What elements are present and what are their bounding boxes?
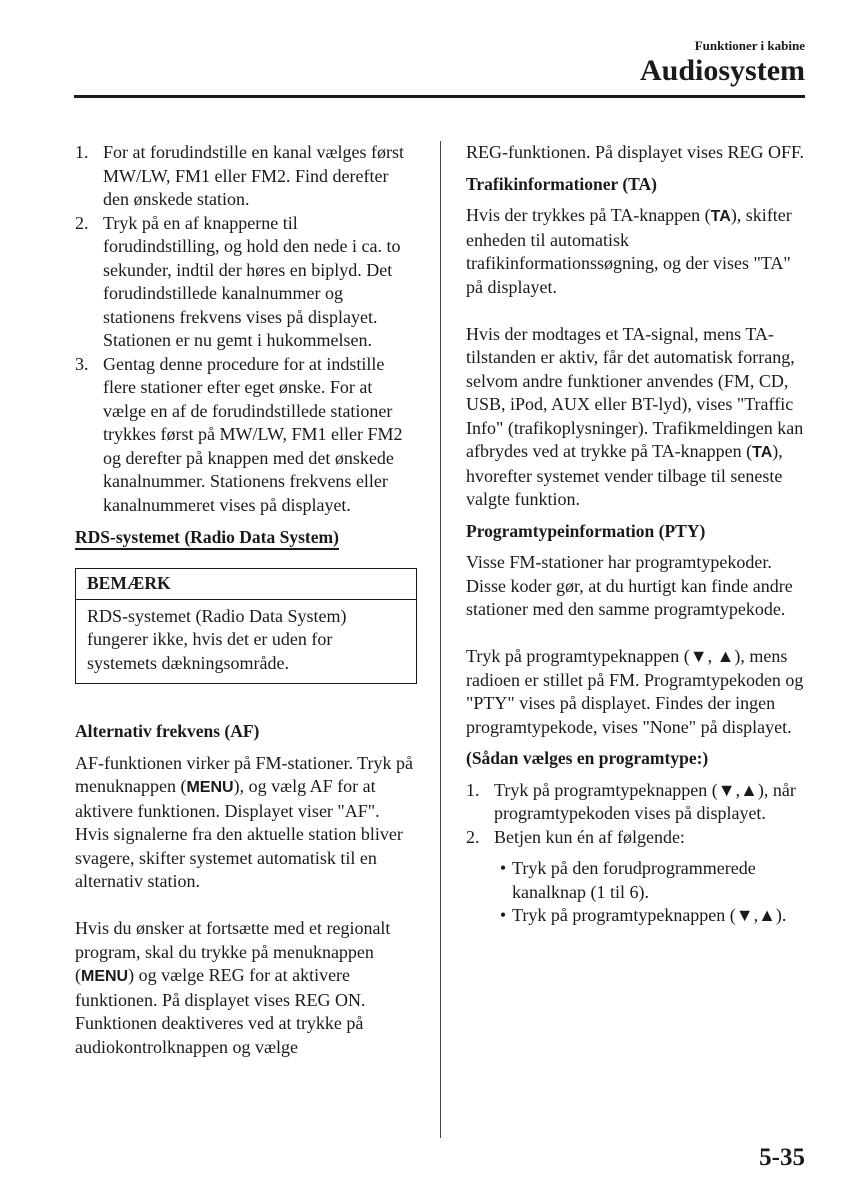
- step-number: 2.: [466, 826, 480, 847]
- step-text: Betjen kun én af følgende:: [494, 826, 685, 847]
- pty-heading: Programtypeinformation (PTY): [466, 520, 706, 541]
- ta-key-label: TA: [710, 208, 731, 225]
- step-number: 3.: [75, 353, 89, 374]
- list-item: [75, 141, 417, 212]
- af-paragraph-1: AF-funktionen virker på FM-stationer. Tryk på menuknappen (MENU), og vælg AF for at aktivere funktionen. Displayet viser "AF". Hvis signalerne fra den aktuelle station bliver svagere, skifter systemet automatisk til en alternativ station.: [75, 752, 413, 891]
- step-number: 1.: [75, 142, 89, 162]
- step-text: Tryk på en af knapperne til forudindstilling, og hold den nede i ca. to sekunder, indtil der høres en biplyd. Det forudindstillede kanalnummer og stationens frekvens vises på displayet. Stationen er nu gemt i hukommelsen.: [103, 212, 401, 350]
- bullet-icon: •: [499, 858, 507, 878]
- list-item: [466, 826, 806, 850]
- step-text: For at forudindstille en kanal vælges først MW/LW, FM1 eller FM2. Find derefter den ønskede station.: [103, 142, 404, 209]
- step-number: 2.: [75, 212, 89, 233]
- list-item: [494, 857, 806, 904]
- select-pty-heading: (Sådan vælges en programtype:): [466, 748, 709, 768]
- bullet-text: Tryk på den forudprogrammerede kanalknap (1 til 6).: [512, 858, 756, 902]
- ta-key-label: TA: [752, 444, 773, 461]
- right-column: [466, 141, 806, 928]
- note-title: BEMÆRK: [76, 569, 416, 600]
- bullet-icon: •: [499, 905, 507, 925]
- ta-paragraph-2: Hvis der modtages et TA-signal, mens TA-tilstanden er aktiv, får det automatisk forrang, selvom andre funktioner anvendes (FM, CD, USB, iPod, AUX eller BT-lyd), vises "Traffic Info" (trafikoplysninger). Trafikmeldingen kan afbrydes ved at trykke på TA-knappen (TA), hvorefter systemet vender tilbage til seneste valgte funktion.: [466, 323, 804, 509]
- page-title: Audiosystem: [639, 54, 805, 87]
- note-text: RDS-systemet (Radio Data System) fungerer ikke, hvis det er uden for systemets dækningsområde.: [87, 605, 347, 673]
- ta-heading: Trafikinformationer (TA): [466, 173, 658, 194]
- step-text: Gentag denne procedure for at indstille flere stationer efter eget ønske. For at vælge en af de forudindstillede stationer trykkes først på MW/LW, FM1 eller FM2 og derefter på knappen med det ønskede kanalnummer. Stationens frekvens eller kanalnummeret vises på displayet.: [103, 353, 403, 515]
- af-heading: Alternativ frekvens (AF): [75, 721, 260, 741]
- column-divider: [440, 141, 441, 1138]
- bullet-text: Tryk på programtypeknappen (▼,▲).: [512, 905, 787, 925]
- list-item: [75, 353, 417, 518]
- list-item: [494, 904, 806, 928]
- left-column: [75, 141, 417, 1059]
- list-item: [75, 212, 417, 353]
- af-paragraph-2: Hvis du ønsker at fortsætte med et regionalt program, skal du trykke på menuknappen (MENU) og vælge REG for at aktivere funktionen. På displayet vises REG ON. Funktionen deaktiveres ved at trykke på audiokontrolknappen og vælge: [75, 918, 391, 1057]
- pty-paragraph-2: Tryk på programtypeknappen (▼, ▲), mens radioen er stillet på FM. Programtypekoden og "PTY" vises på displayet. Findes der ingen programtypekode, vises "None" på displayet.: [466, 646, 804, 737]
- ta-paragraph-1: Hvis der trykkes på TA-knappen (TA), skifter enheden til automatisk trafikinformationssøgning, og der vises "TA" på displayet.: [466, 205, 792, 297]
- preset-steps-list: [75, 141, 417, 517]
- select-pty-steps-list: [466, 779, 806, 850]
- running-header-section: Funktioner i kabine: [694, 38, 805, 53]
- continued-paragraph: REG-funktionen. På displayet vises REG OFF.: [466, 142, 805, 162]
- pty-paragraph-1: Visse FM-stationer har programtypekoder. Disse koder gør, at du hurtigt kan finde andre stationer med den samme programtypekode.: [466, 552, 793, 619]
- list-item: [466, 779, 806, 826]
- header-rule: [74, 95, 805, 98]
- step-text: Tryk på programtypeknappen (▼,▲), når programtypekoden vises på displayet.: [494, 779, 796, 823]
- option-bullet-list: [466, 857, 806, 928]
- rds-section-title: RDS-systemet (Radio Data System): [75, 526, 339, 550]
- step-number: 1.: [466, 779, 480, 800]
- menu-key-label: MENU: [81, 968, 129, 985]
- page-number: 5-35: [759, 1144, 805, 1171]
- note-box: [75, 568, 417, 684]
- menu-key-label: MENU: [186, 779, 234, 796]
